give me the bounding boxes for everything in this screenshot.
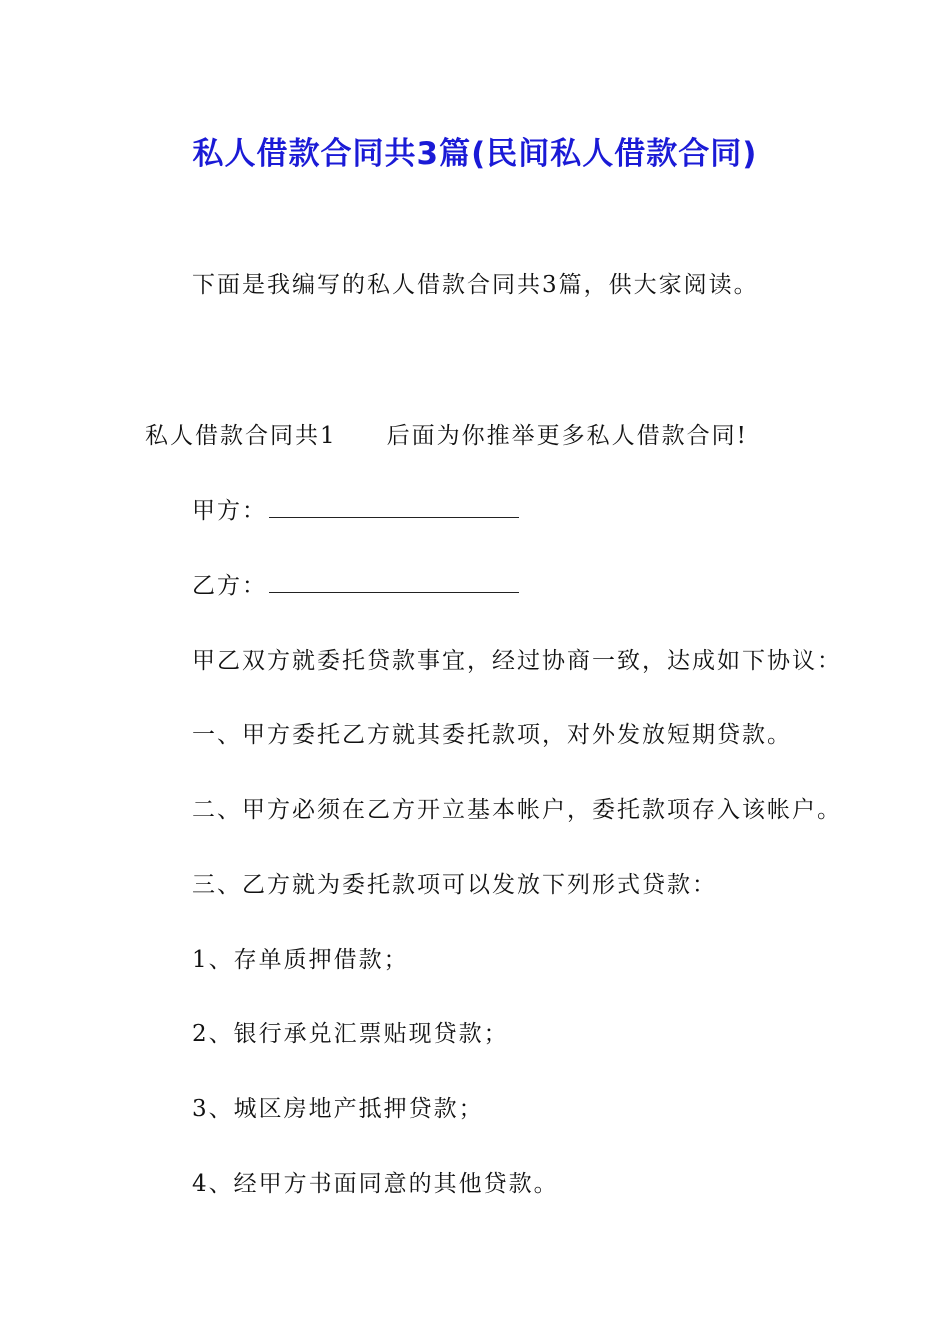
clause-2: 二、甲方必须在乙方开立基本帐户，委托款项存入该帐户。: [192, 797, 842, 823]
party-b-label: 乙方：: [192, 573, 267, 599]
clause-1: 一、甲方委托乙方就其委托款项，对外发放短期贷款。: [192, 722, 792, 748]
agreement-paragraph: 甲乙双方就委托贷款事宜，经过协商一致，达成如下协议：: [192, 648, 842, 674]
section-heading: 私人借款合同共1: [145, 423, 337, 449]
loan-type-1: 1、存单质押借款；: [192, 947, 409, 973]
party-b-blank: [269, 570, 519, 593]
section-note: 后面为你推举更多私人借款合同!: [386, 423, 748, 449]
intro-paragraph: 下面是我编写的私人借款合同共3篇，供大家阅读。: [192, 272, 759, 298]
document-title: 私人借款合同共3篇(民间私人借款合同): [192, 136, 758, 172]
party-b-line: [192, 570, 519, 602]
party-a-blank: [269, 495, 519, 518]
loan-type-3: 3、城区房地产抵押贷款；: [192, 1096, 484, 1122]
party-a-label: 甲方：: [192, 498, 267, 524]
party-a-line: [192, 495, 519, 527]
loan-type-2: 2、银行承兑汇票贴现贷款；: [192, 1021, 509, 1047]
clause-3: 三、乙方就为委托款项可以发放下列形式贷款：: [192, 872, 717, 898]
loan-type-4: 4、经甲方书面同意的其他贷款。: [192, 1171, 559, 1197]
section-heading-line: [145, 420, 748, 452]
